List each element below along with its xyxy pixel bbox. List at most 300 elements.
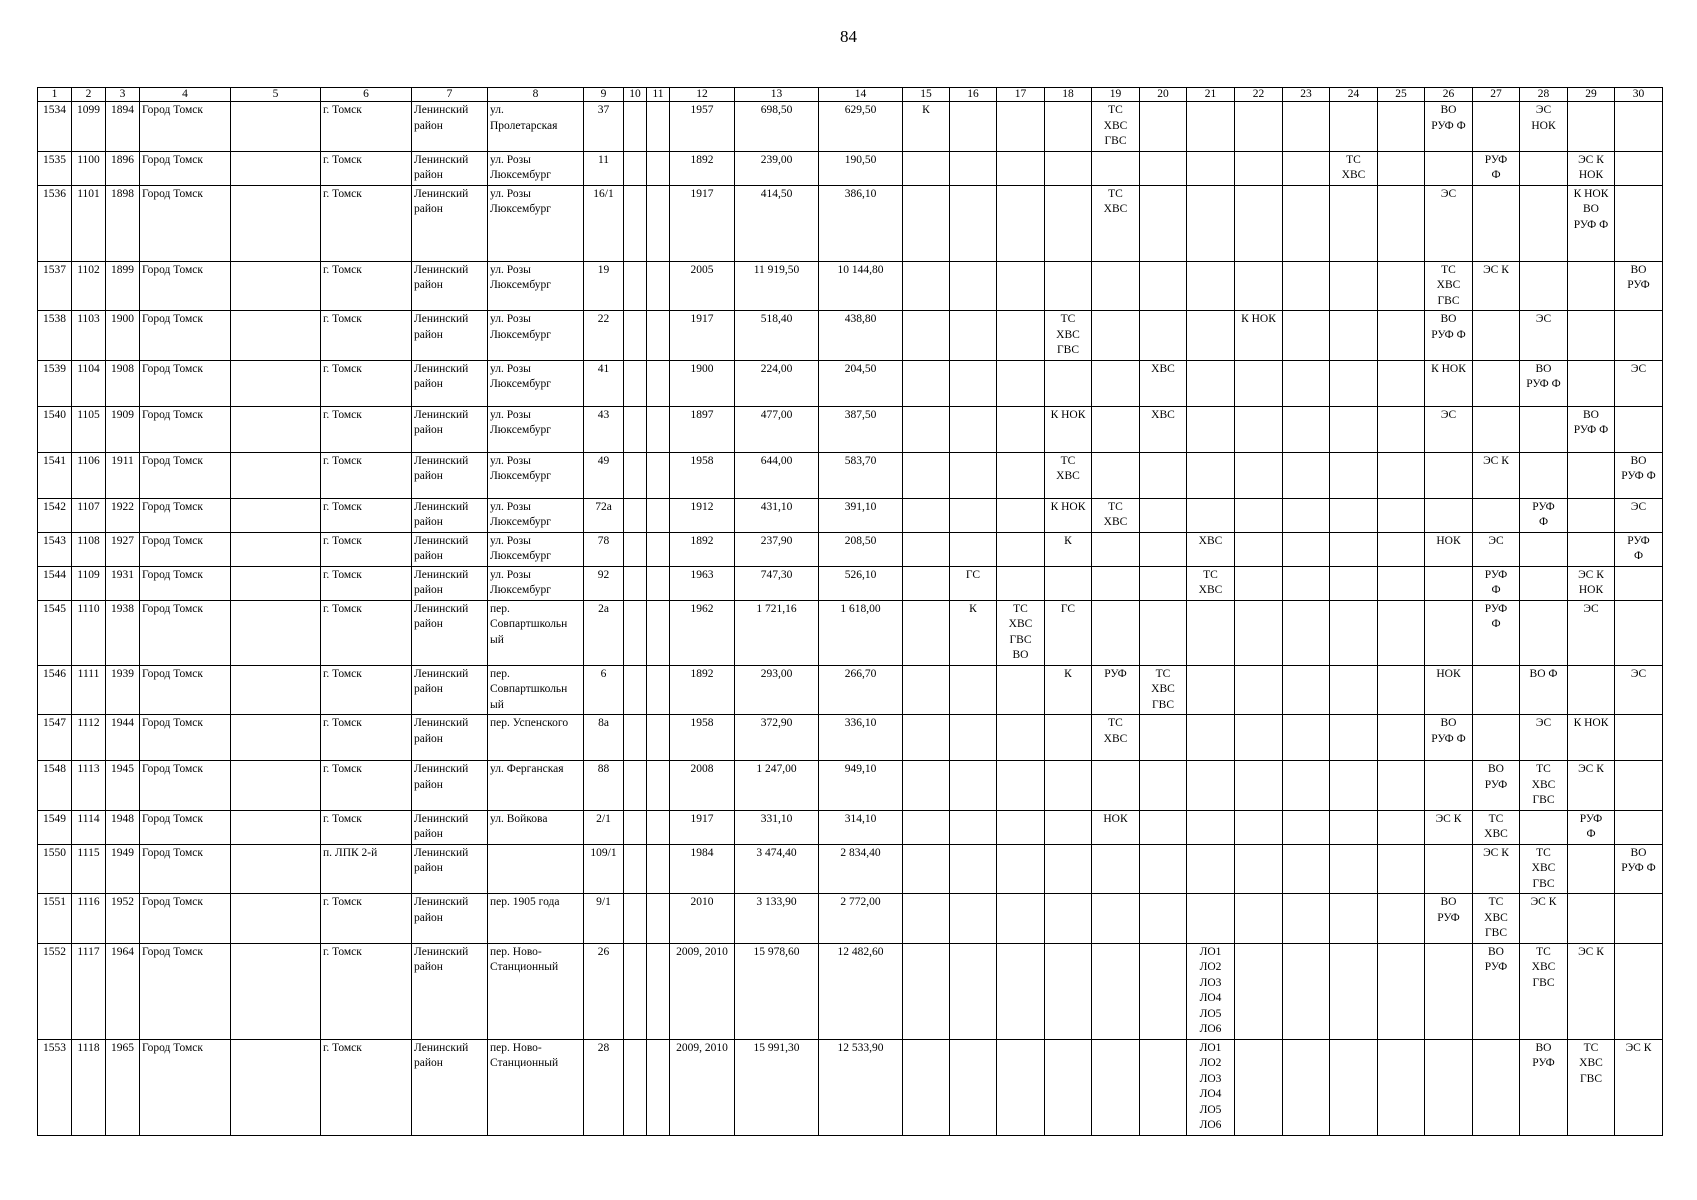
table-cell (1235, 185, 1283, 261)
table-cell (1378, 532, 1425, 566)
table-cell (1615, 894, 1663, 944)
table-cell: ТС ХВС ГВС (1520, 761, 1568, 811)
table-cell: 12 482,60 (819, 943, 903, 1039)
table-cell: ХВС (1187, 532, 1235, 566)
table-cell (1140, 943, 1187, 1039)
table-cell: 1 721,16 (735, 600, 819, 665)
table-cell (624, 810, 647, 844)
table-cell (1283, 761, 1330, 811)
table-cell: ул. Розы Люксембург (488, 498, 584, 532)
table-cell: ЭС К (1425, 810, 1473, 844)
table-cell: 1549 (38, 810, 72, 844)
table-cell (1187, 102, 1235, 152)
table-cell: ЭС (1568, 600, 1615, 665)
table-cell (624, 1039, 647, 1135)
table-cell: Город Томск (140, 261, 231, 311)
table-cell (1473, 1039, 1520, 1135)
table-cell (1520, 261, 1568, 311)
table-cell (1283, 1039, 1330, 1135)
table-cell: 1945 (106, 761, 140, 811)
table-cell (647, 715, 670, 761)
table-cell (903, 600, 950, 665)
table-cell: ЭС (1425, 406, 1473, 452)
table-row (38, 715, 1663, 761)
table-row (38, 311, 1663, 361)
table-cell: 1551 (38, 894, 72, 944)
table-cell: 3 474,40 (735, 844, 819, 894)
table-cell: 1944 (106, 715, 140, 761)
table-cell: ТС ХВС (1092, 715, 1140, 761)
table-cell: Ленинский район (412, 1039, 488, 1135)
table-cell: г. Томск (321, 566, 412, 600)
table-cell: ул. Розы Люксембург (488, 185, 584, 261)
table-cell: 477,00 (735, 406, 819, 452)
table-cell: 41 (584, 360, 624, 406)
table-cell: г. Томск (321, 406, 412, 452)
table-cell (1045, 715, 1092, 761)
table-cell (1235, 532, 1283, 566)
table-cell (950, 844, 997, 894)
table-cell (231, 102, 321, 152)
table-cell (1187, 810, 1235, 844)
table-cell: ЭС К (1473, 452, 1520, 498)
table-cell (231, 185, 321, 261)
table-cell: ТС ХВС ГВС (1520, 943, 1568, 1039)
column-number-header: 28 (1520, 88, 1568, 102)
table-cell (1378, 810, 1425, 844)
table-cell (1330, 715, 1378, 761)
table-cell: К НОК (1568, 715, 1615, 761)
table-cell: К НОК (1045, 406, 1092, 452)
table-cell (1045, 894, 1092, 944)
table-cell: К НОК (1235, 311, 1283, 361)
table-cell (1235, 894, 1283, 944)
table-cell: 16/1 (584, 185, 624, 261)
table-cell (647, 810, 670, 844)
table-cell: ул. Розы Люксембург (488, 261, 584, 311)
table-cell (1615, 406, 1663, 452)
table-cell: 1952 (106, 894, 140, 944)
table-cell: 1108 (72, 532, 106, 566)
table-cell (624, 360, 647, 406)
table-cell (231, 600, 321, 665)
table-cell (1330, 311, 1378, 361)
table-cell: 1912 (670, 498, 735, 532)
table-cell: 15 978,60 (735, 943, 819, 1039)
table-cell: Ленинский район (412, 715, 488, 761)
column-number-header: 2 (72, 88, 106, 102)
table-cell: ЭС К (1568, 761, 1615, 811)
table-cell (624, 261, 647, 311)
table-cell: 629,50 (819, 102, 903, 152)
table-cell (997, 185, 1045, 261)
table-cell: Город Томск (140, 532, 231, 566)
table-cell: Город Томск (140, 566, 231, 600)
table-cell (1378, 151, 1425, 185)
table-row (38, 360, 1663, 406)
table-cell: 1548 (38, 761, 72, 811)
table-cell (1568, 452, 1615, 498)
table-cell (1235, 761, 1283, 811)
table-cell: Ленинский район (412, 498, 488, 532)
table-cell (1187, 715, 1235, 761)
column-number-header: 21 (1187, 88, 1235, 102)
column-number-header: 4 (140, 88, 231, 102)
table-cell (903, 406, 950, 452)
column-number-header: 1 (38, 88, 72, 102)
table-cell: 644,00 (735, 452, 819, 498)
table-cell (1283, 406, 1330, 452)
table-cell (1568, 261, 1615, 311)
table-cell (624, 600, 647, 665)
table-cell (1330, 810, 1378, 844)
table-cell: 1111 (72, 665, 106, 715)
table-cell (950, 761, 997, 811)
table-cell (647, 844, 670, 894)
table-cell: Ленинский район (412, 185, 488, 261)
table-cell: 28 (584, 1039, 624, 1135)
table-cell (1520, 532, 1568, 566)
column-number-header: 15 (903, 88, 950, 102)
table-cell (1092, 761, 1140, 811)
table-cell: К (950, 600, 997, 665)
table-cell: ЭС (1520, 715, 1568, 761)
table-cell: ТС ХВС (1330, 151, 1378, 185)
table-cell (647, 943, 670, 1039)
table-cell (1140, 532, 1187, 566)
table-cell: ТС ХВС ГВС (1568, 1039, 1615, 1135)
table-cell (1235, 261, 1283, 311)
table-cell: ВО РУФ Ф (1615, 844, 1663, 894)
column-number-header: 23 (1283, 88, 1330, 102)
table-cell (1045, 943, 1092, 1039)
table-cell (1187, 844, 1235, 894)
table-cell: Город Томск (140, 406, 231, 452)
table-cell (1140, 102, 1187, 152)
table-cell (231, 532, 321, 566)
table-cell (231, 894, 321, 944)
table-cell (1378, 452, 1425, 498)
table-cell (1283, 810, 1330, 844)
table-cell (1473, 715, 1520, 761)
table-cell: Город Томск (140, 102, 231, 152)
table-cell: РУФ Ф (1473, 600, 1520, 665)
column-number-header: 22 (1235, 88, 1283, 102)
table-cell: 1102 (72, 261, 106, 311)
table-cell: ВО РУФ Ф (1425, 715, 1473, 761)
table-cell (1045, 761, 1092, 811)
table-cell: НОК (1425, 665, 1473, 715)
table-cell: 1917 (670, 311, 735, 361)
table-cell (1045, 102, 1092, 152)
table-row (38, 665, 1663, 715)
table-cell (647, 261, 670, 311)
table-cell: 1962 (670, 600, 735, 665)
table-cell: 10 144,80 (819, 261, 903, 311)
table-cell (624, 566, 647, 600)
table-cell: Город Томск (140, 1039, 231, 1135)
table-cell (997, 360, 1045, 406)
column-number-header: 18 (1045, 88, 1092, 102)
table-cell (1425, 761, 1473, 811)
table-cell (1473, 665, 1520, 715)
table-cell (1520, 566, 1568, 600)
table-cell: ЭС К НОК (1568, 151, 1615, 185)
table-cell: РУФ Ф (1473, 566, 1520, 600)
table-cell: 1538 (38, 311, 72, 361)
table-cell: Город Томск (140, 600, 231, 665)
table-cell: Ленинский район (412, 600, 488, 665)
table-cell: ул. Розы Люксембург (488, 311, 584, 361)
table-cell (1615, 810, 1663, 844)
table-cell (1283, 844, 1330, 894)
table-cell (1568, 311, 1615, 361)
table-cell: РУФ Ф (1520, 498, 1568, 532)
table-cell (997, 261, 1045, 311)
table-cell: 43 (584, 406, 624, 452)
table-cell: г. Томск (321, 151, 412, 185)
table-cell (997, 1039, 1045, 1135)
table-cell (950, 151, 997, 185)
column-number-header: 7 (412, 88, 488, 102)
table-cell (950, 185, 997, 261)
table-cell: 314,10 (819, 810, 903, 844)
table-cell (997, 894, 1045, 944)
table-row (38, 761, 1663, 811)
table-cell (1187, 498, 1235, 532)
table-cell: 1550 (38, 844, 72, 894)
table-row (38, 844, 1663, 894)
table-cell: ТС ХВС ГВС (1473, 894, 1520, 944)
table-cell (1283, 452, 1330, 498)
table-cell (997, 532, 1045, 566)
table-cell (1330, 360, 1378, 406)
table-cell: 1536 (38, 185, 72, 261)
table-cell: 1898 (106, 185, 140, 261)
table-cell (231, 1039, 321, 1135)
table-cell (1045, 566, 1092, 600)
table-cell (997, 761, 1045, 811)
table-cell: Город Томск (140, 185, 231, 261)
table-cell (1092, 844, 1140, 894)
table-row (38, 566, 1663, 600)
table-cell (1092, 452, 1140, 498)
table-cell (624, 311, 647, 361)
table-cell: 387,50 (819, 406, 903, 452)
table-cell (1330, 894, 1378, 944)
table-cell: 1957 (670, 102, 735, 152)
table-cell (950, 498, 997, 532)
column-number-header: 26 (1425, 88, 1473, 102)
table-cell: ВО РУФ Ф (1615, 452, 1663, 498)
table-cell (1330, 452, 1378, 498)
table-cell: К НОК (1045, 498, 1092, 532)
table-cell: 1101 (72, 185, 106, 261)
table-cell: 2009, 2010 (670, 1039, 735, 1135)
column-number-header: 10 (624, 88, 647, 102)
table-cell: 1552 (38, 943, 72, 1039)
table-cell (1520, 185, 1568, 261)
table-cell (997, 406, 1045, 452)
table-cell: 1922 (106, 498, 140, 532)
header-row (38, 88, 1663, 102)
table-row (38, 810, 1663, 844)
column-number-header: 8 (488, 88, 584, 102)
table-cell: ул. Розы Люксембург (488, 532, 584, 566)
table-cell: г. Томск (321, 894, 412, 944)
table-cell: 208,50 (819, 532, 903, 566)
table-cell (1283, 498, 1330, 532)
column-number-header: 9 (584, 88, 624, 102)
table-cell (1187, 261, 1235, 311)
table-cell: г. Томск (321, 311, 412, 361)
table-cell (231, 151, 321, 185)
table-cell: 372,90 (735, 715, 819, 761)
table-cell (1187, 185, 1235, 261)
table-cell (231, 311, 321, 361)
table-cell (1568, 360, 1615, 406)
table-cell (1330, 532, 1378, 566)
table-cell: ЭС (1425, 185, 1473, 261)
table-cell: 331,10 (735, 810, 819, 844)
table-cell (997, 844, 1045, 894)
table-cell (1092, 943, 1140, 1039)
table-cell: пер. Ново- Станционный (488, 1039, 584, 1135)
table-cell: ул. Розы Люксембург (488, 360, 584, 406)
table-cell (1092, 566, 1140, 600)
table-cell (647, 566, 670, 600)
table-cell: ЭС (1615, 360, 1663, 406)
table-cell: Город Томск (140, 452, 231, 498)
table-cell (1330, 943, 1378, 1039)
table-cell: ВО РУФ Ф (1520, 360, 1568, 406)
table-cell (1187, 894, 1235, 944)
table-cell: 949,10 (819, 761, 903, 811)
column-number-header: 27 (1473, 88, 1520, 102)
table-cell: ВО РУФ (1473, 943, 1520, 1039)
table-cell (1615, 943, 1663, 1039)
table-cell: 1547 (38, 715, 72, 761)
table-cell: ТС ХВС (1187, 566, 1235, 600)
table-cell (1615, 311, 1663, 361)
table-cell (1140, 894, 1187, 944)
table-cell (950, 894, 997, 944)
table-cell (647, 1039, 670, 1135)
table-cell: 1984 (670, 844, 735, 894)
table-cell (1473, 498, 1520, 532)
table-cell (231, 498, 321, 532)
table-cell (1473, 406, 1520, 452)
table-cell (1378, 360, 1425, 406)
table-cell (1378, 185, 1425, 261)
table-cell: 1899 (106, 261, 140, 311)
table-cell: 1106 (72, 452, 106, 498)
table-cell: ЭС К (1615, 1039, 1663, 1135)
table-cell: ул. Розы Люксембург (488, 406, 584, 452)
table-cell: К НОК ВО РУФ Ф (1568, 185, 1615, 261)
table-cell (231, 261, 321, 311)
table-cell: Ленинский район (412, 360, 488, 406)
table-cell: 1539 (38, 360, 72, 406)
table-cell: Ленинский район (412, 311, 488, 361)
table-cell (997, 498, 1045, 532)
table-cell (624, 761, 647, 811)
table-cell: г. Томск (321, 715, 412, 761)
table-cell (647, 360, 670, 406)
table-cell (231, 810, 321, 844)
table-cell (1378, 761, 1425, 811)
table-cell (1283, 311, 1330, 361)
table-cell (1092, 151, 1140, 185)
table-cell: 1545 (38, 600, 72, 665)
table-cell (1092, 261, 1140, 311)
table-cell: 1537 (38, 261, 72, 311)
column-number-header: 5 (231, 88, 321, 102)
table-cell: 237,90 (735, 532, 819, 566)
column-number-header: 25 (1378, 88, 1425, 102)
table-cell (997, 715, 1045, 761)
table-cell: г. Томск (321, 810, 412, 844)
table-cell (488, 844, 584, 894)
table-cell (903, 566, 950, 600)
table-cell (1615, 600, 1663, 665)
table-cell: 1110 (72, 600, 106, 665)
table-cell: 2005 (670, 261, 735, 311)
table-cell (1140, 844, 1187, 894)
table-cell (1235, 566, 1283, 600)
table-cell (1235, 360, 1283, 406)
table-cell: ТС ХВС (1473, 810, 1520, 844)
table-cell: г. Томск (321, 498, 412, 532)
table-cell: пер. Ново- Станционный (488, 943, 584, 1039)
table-cell (1235, 715, 1283, 761)
table-cell (1140, 761, 1187, 811)
table-cell (1187, 311, 1235, 361)
table-row (38, 600, 1663, 665)
table-cell: ВО РУФ (1520, 1039, 1568, 1135)
table-cell: К (1045, 665, 1092, 715)
table-row (38, 452, 1663, 498)
table-cell: 92 (584, 566, 624, 600)
table-cell (1425, 498, 1473, 532)
table-cell (1330, 185, 1378, 261)
table-cell (1235, 665, 1283, 715)
table-cell (624, 665, 647, 715)
table-cell: 336,10 (819, 715, 903, 761)
table-cell (903, 532, 950, 566)
table-cell (1330, 406, 1378, 452)
table-cell (1092, 1039, 1140, 1135)
table-cell (903, 151, 950, 185)
table-cell (1235, 810, 1283, 844)
table-cell: ЭС (1520, 311, 1568, 361)
column-number-header: 13 (735, 88, 819, 102)
table-cell: 438,80 (819, 311, 903, 361)
table-cell: 1894 (106, 102, 140, 152)
table-cell (1378, 261, 1425, 311)
table-cell (1235, 498, 1283, 532)
table-cell: 12 533,90 (819, 1039, 903, 1135)
table-cell (1330, 1039, 1378, 1135)
table-cell: 526,10 (819, 566, 903, 600)
table-cell (1378, 102, 1425, 152)
table-row (38, 1039, 1663, 1135)
table-cell: 2010 (670, 894, 735, 944)
table-cell: 1939 (106, 665, 140, 715)
table-cell (997, 102, 1045, 152)
table-cell (1140, 452, 1187, 498)
table-cell (1235, 600, 1283, 665)
